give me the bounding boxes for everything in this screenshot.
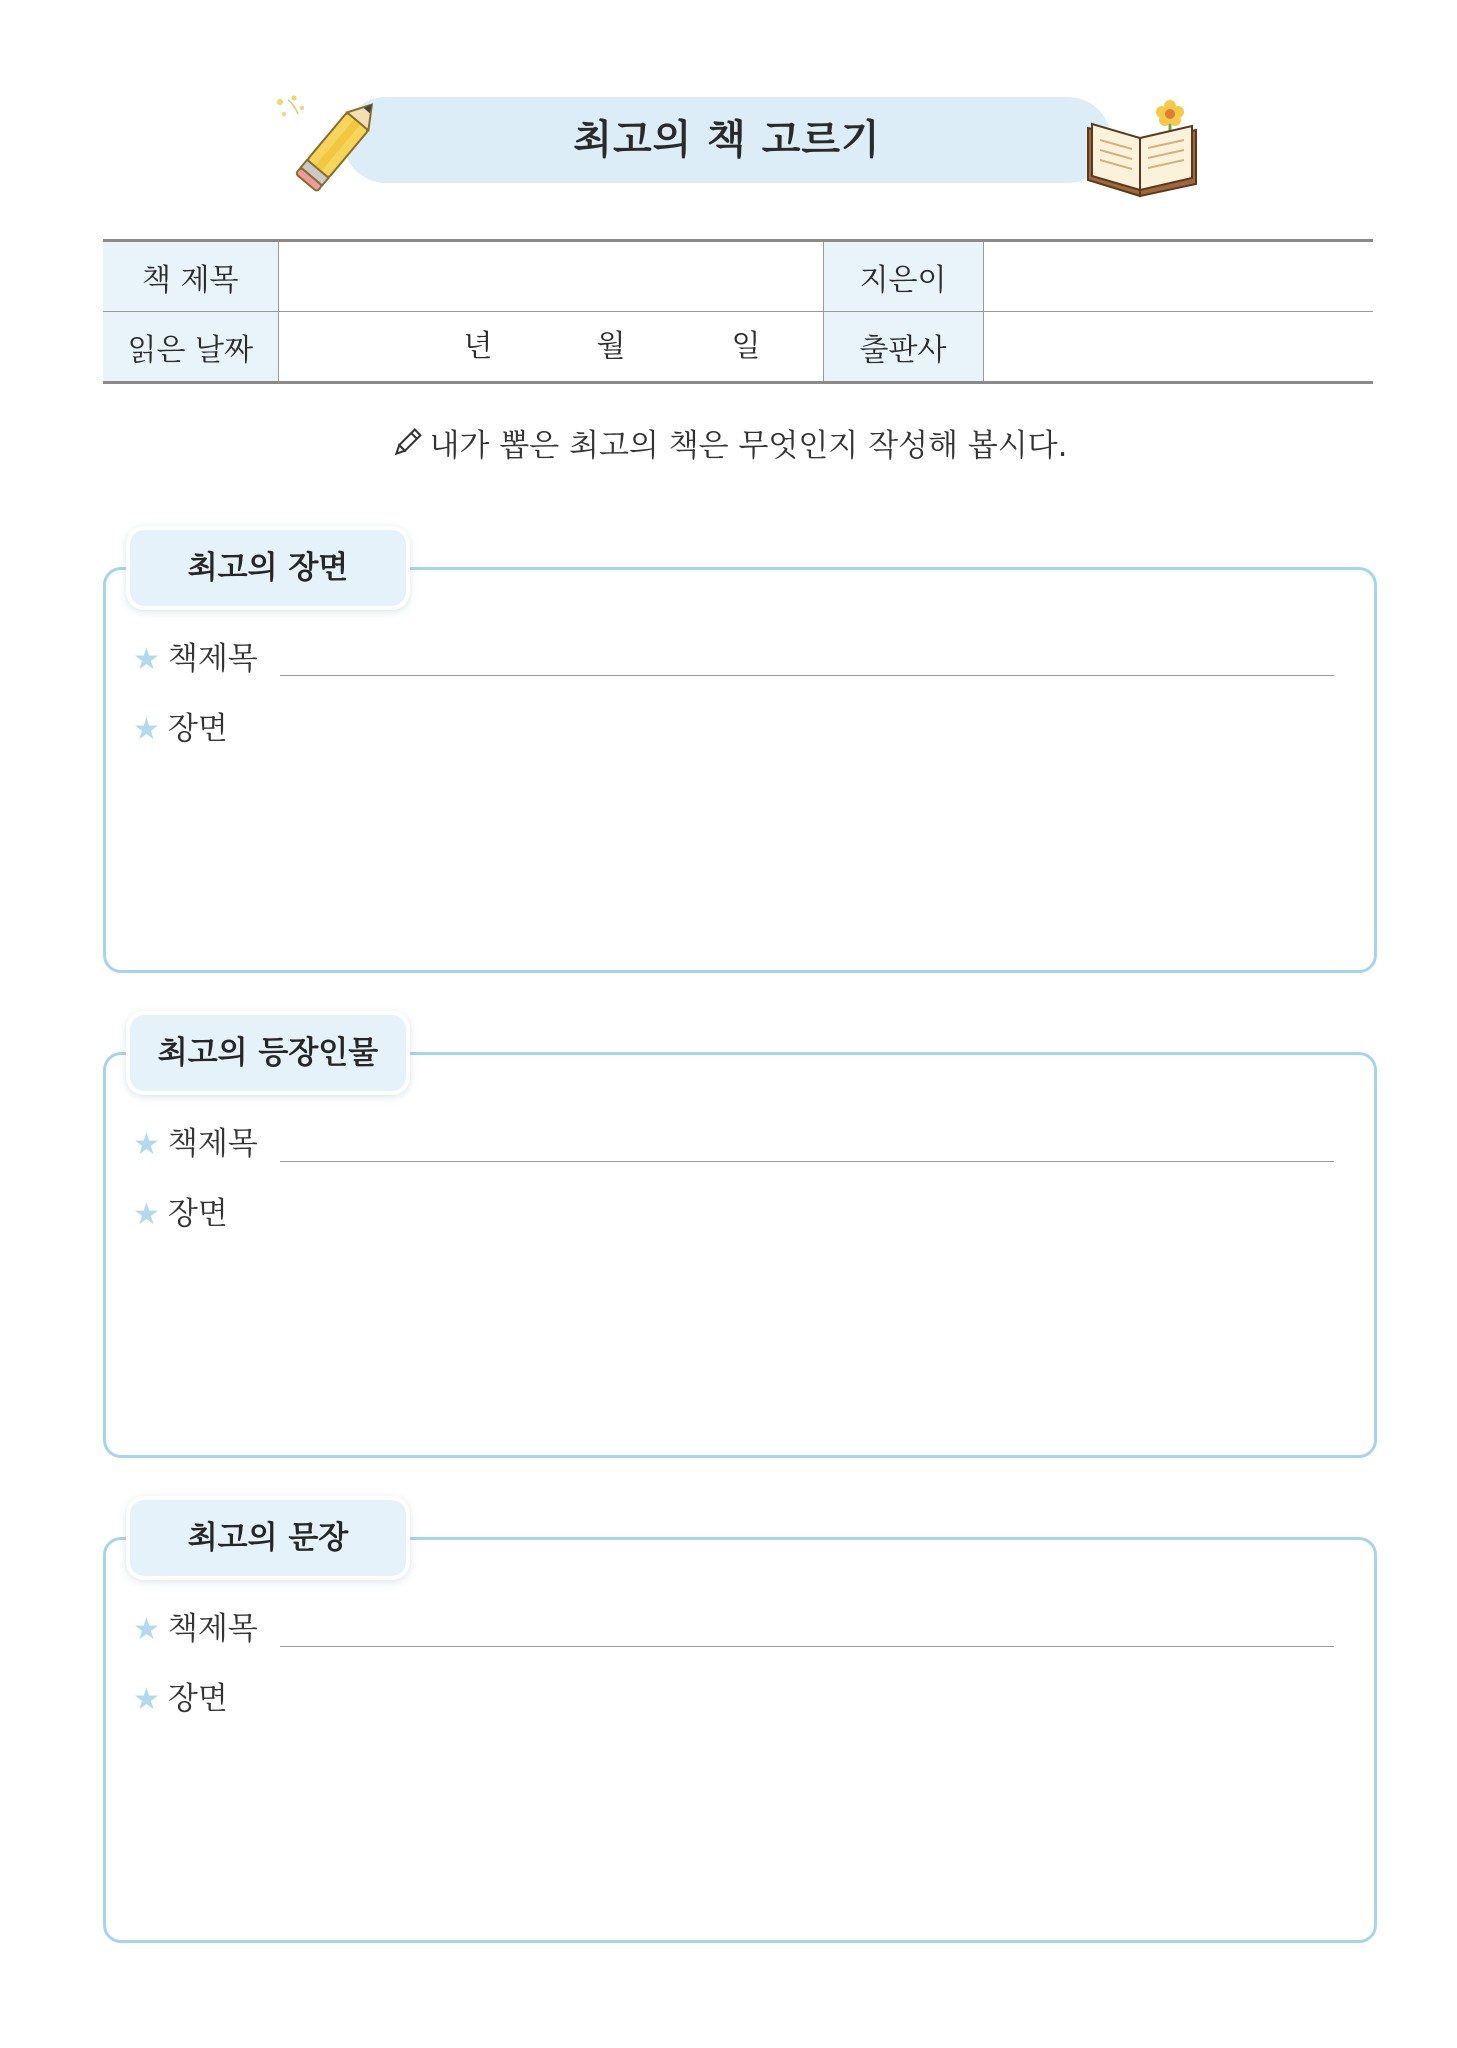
open-book-icon	[1082, 92, 1204, 202]
book-title-line[interactable]	[280, 1646, 1334, 1647]
book-title-row	[133, 1609, 258, 1650]
star-icon: ★	[133, 1197, 160, 1232]
field-label: 장면	[167, 1681, 228, 1717]
book-title-field[interactable]	[278, 241, 823, 312]
star-icon: ★	[133, 712, 160, 747]
scene-row	[133, 1194, 228, 1235]
read-date-field[interactable]	[278, 312, 823, 383]
field-label: 책제목	[167, 641, 258, 677]
scene-row	[133, 709, 228, 750]
day-label: 일	[731, 329, 761, 364]
section-title: 최고의 등장인물	[130, 1015, 406, 1091]
author-field[interactable]	[983, 241, 1373, 312]
pencil-icon	[390, 426, 424, 460]
table-row	[103, 241, 1373, 312]
table-row	[103, 312, 1373, 383]
book-title-line[interactable]	[280, 1161, 1334, 1162]
section-best-sentence	[103, 1537, 1377, 1943]
month-label: 월	[596, 329, 626, 364]
book-info-table	[103, 239, 1373, 384]
read-date-label: 읽은 날짜	[103, 312, 278, 383]
publisher-field[interactable]	[983, 312, 1373, 383]
field-label: 장면	[167, 711, 228, 747]
book-title-line[interactable]	[280, 675, 1334, 676]
star-icon: ★	[133, 1682, 160, 1717]
book-title-row	[133, 639, 258, 680]
instruction	[0, 420, 1457, 465]
field-label: 책제목	[167, 1126, 258, 1162]
star-icon: ★	[133, 642, 160, 677]
scene-row	[133, 1679, 228, 1720]
year-label: 년	[463, 329, 493, 364]
section-best-scene	[103, 567, 1377, 973]
instruction-text: 내가 뽑은 최고의 책은 무엇인지 작성해 봅시다.	[429, 428, 1068, 464]
star-icon: ★	[133, 1127, 160, 1162]
page-title: 최고의 책 고르기	[573, 117, 881, 163]
pencil-icon	[272, 94, 392, 194]
section-title: 최고의 문장	[130, 1500, 406, 1576]
star-icon: ★	[133, 1612, 160, 1647]
author-label: 지은이	[823, 241, 983, 312]
section-title: 최고의 장면	[130, 530, 406, 606]
section-best-character	[103, 1052, 1377, 1458]
field-label: 책제목	[167, 1611, 258, 1647]
book-title-row	[133, 1124, 258, 1165]
book-title-label: 책 제목	[103, 241, 278, 312]
field-label: 장면	[167, 1196, 228, 1232]
publisher-label: 출판사	[823, 312, 983, 383]
